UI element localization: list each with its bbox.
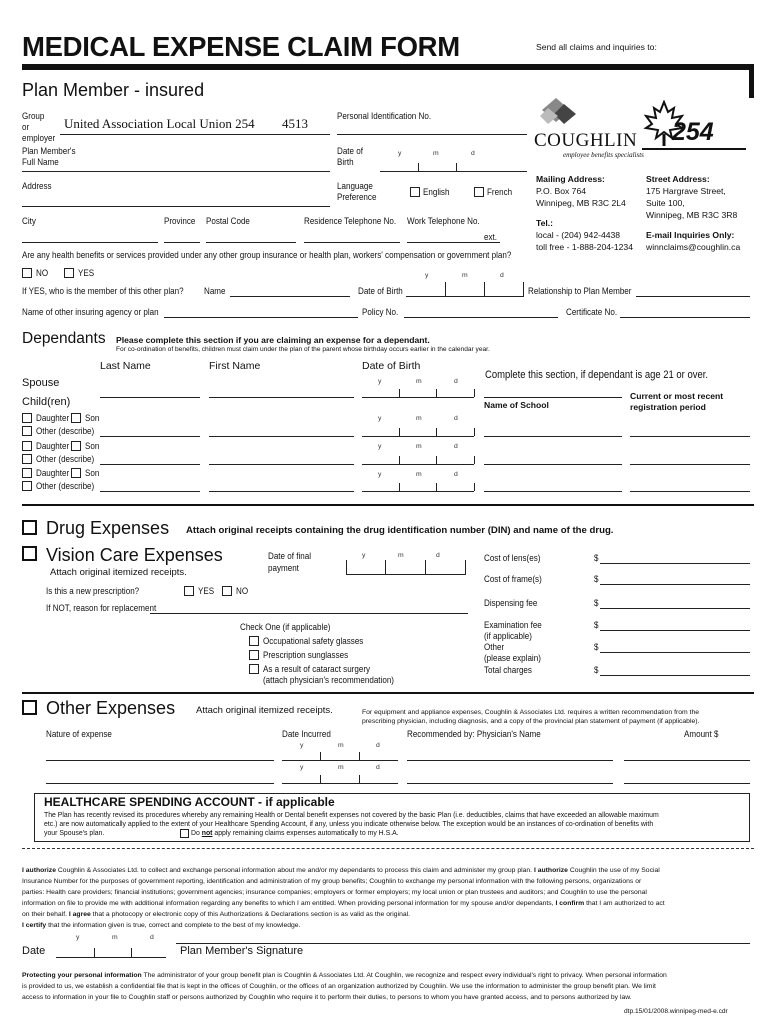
union-254-text: 254 xyxy=(672,118,714,146)
hsa-title: HEALTHCARE SPENDING ACCOUNT - if applicable xyxy=(44,795,335,809)
new-rx-no-checkbox[interactable] xyxy=(222,586,232,596)
coughlin-tagline: employee benefits specialists xyxy=(563,151,644,159)
signature-date-line[interactable] xyxy=(56,957,166,958)
postal-label: Postal Code xyxy=(206,216,250,227)
final-payment-date-line[interactable] xyxy=(346,574,466,575)
drug-expenses-checkbox[interactable] xyxy=(22,520,37,535)
spouse-dob-line[interactable] xyxy=(362,397,474,398)
other-amount[interactable] xyxy=(600,652,750,653)
signature-label: Plan Member's Signature xyxy=(180,945,304,957)
over21-note: Complete this section, if dependant is age 21 or over. xyxy=(485,369,708,381)
group-number-value[interactable]: 4513 xyxy=(282,116,308,131)
relationship-line[interactable] xyxy=(636,296,750,297)
hsa-do-not-apply-checkbox[interactable] xyxy=(180,829,189,838)
full-name-line xyxy=(22,171,330,172)
postal-line[interactable] xyxy=(206,242,296,243)
col-first-name: First Name xyxy=(209,360,261,372)
header-rule xyxy=(22,64,754,70)
signature-line[interactable] xyxy=(176,943,750,944)
dispensing-amount[interactable] xyxy=(600,608,750,609)
vision-expenses-checkbox[interactable] xyxy=(22,546,37,561)
col-last-name: Last Name xyxy=(100,360,151,372)
sunglasses-checkbox[interactable] xyxy=(249,650,259,660)
province-label: Province xyxy=(164,216,196,227)
coughlin-brand: COUGHLIN xyxy=(534,130,638,151)
col-dob: Date of Birth xyxy=(362,360,421,372)
send-to-label: Send all claims and inquiries to: xyxy=(536,42,657,52)
header-right-bar xyxy=(749,68,754,98)
group-label: Group or employer xyxy=(22,111,56,144)
other-member-dob-line[interactable] xyxy=(406,296,524,297)
section-divider-1 xyxy=(22,504,754,506)
other-expenses-checkbox[interactable] xyxy=(22,700,37,715)
language-label: Language Preference xyxy=(337,181,377,203)
work-phone-line[interactable] xyxy=(407,242,500,243)
province-line[interactable] xyxy=(164,242,200,243)
plan-member-title: Plan Member - insured xyxy=(22,80,205,100)
policy-line[interactable] xyxy=(404,317,558,318)
ext-label: ext. xyxy=(484,232,497,243)
section-divider-3 xyxy=(22,848,754,849)
vision-expenses-title: Vision Care Expenses xyxy=(46,545,223,565)
english-checkbox[interactable] xyxy=(410,187,420,197)
city-line[interactable] xyxy=(22,242,158,243)
email-link[interactable]: winnclaims@coughlin.ca xyxy=(646,242,741,252)
dependants-title: Dependants xyxy=(22,330,106,347)
footer-code: dtp.15/01/2008.winnipeg-med-e.cdr xyxy=(624,1008,728,1015)
new-rx-yes-checkbox[interactable] xyxy=(184,586,194,596)
certificate-line[interactable] xyxy=(620,317,750,318)
res-phone-line[interactable] xyxy=(304,242,400,243)
spouse-school-line[interactable] xyxy=(484,397,622,398)
spouse-first-line[interactable] xyxy=(209,397,354,398)
coverage-question: Are any health benefits or services provided under any other group insurance or health plan, workers' compensation or government plan? xyxy=(22,250,512,261)
exam-amount[interactable] xyxy=(600,630,750,631)
other-expense-row-2[interactable] xyxy=(46,783,274,784)
lens-amount[interactable] xyxy=(600,563,750,564)
other-expenses-title: Other Expenses xyxy=(46,698,176,718)
city-label: City xyxy=(22,216,36,227)
other-expense-row-1[interactable] xyxy=(46,760,274,761)
agency-line[interactable] xyxy=(164,317,358,318)
section-divider-2 xyxy=(22,692,754,694)
form-title: MEDICAL EXPENSE CLAIM FORM xyxy=(22,31,460,62)
spouse-last-line[interactable] xyxy=(100,397,200,398)
other-member-name-line[interactable] xyxy=(230,296,350,297)
coverage-yes-checkbox[interactable] xyxy=(64,268,74,278)
cataract-checkbox[interactable] xyxy=(249,664,259,674)
french-checkbox[interactable] xyxy=(474,187,484,197)
work-phone-label: Work Telephone No. xyxy=(407,216,480,227)
signature-date-label: Date xyxy=(22,945,46,957)
member-dob-line[interactable] xyxy=(380,171,527,172)
coverage-no-checkbox[interactable] xyxy=(22,268,32,278)
frame-amount[interactable] xyxy=(600,584,750,585)
total-amount[interactable] xyxy=(600,675,750,676)
pin-label: Personal Identification No. xyxy=(337,111,432,122)
group-line xyxy=(60,134,330,135)
address-label: Address xyxy=(22,181,52,192)
occupational-glasses-checkbox[interactable] xyxy=(249,636,259,646)
replacement-reason-line[interactable] xyxy=(150,613,468,614)
group-name-value[interactable]: United Association Local Union 254 xyxy=(64,116,255,131)
pin-line xyxy=(337,134,527,135)
address-line xyxy=(22,206,330,207)
full-name-label: Plan Member's Full Name xyxy=(22,146,76,168)
member-dob-label: Date of Birth xyxy=(337,146,363,168)
drug-expenses-title: Drug Expenses xyxy=(46,518,170,538)
res-phone-label: Residence Telephone No. xyxy=(304,216,397,227)
